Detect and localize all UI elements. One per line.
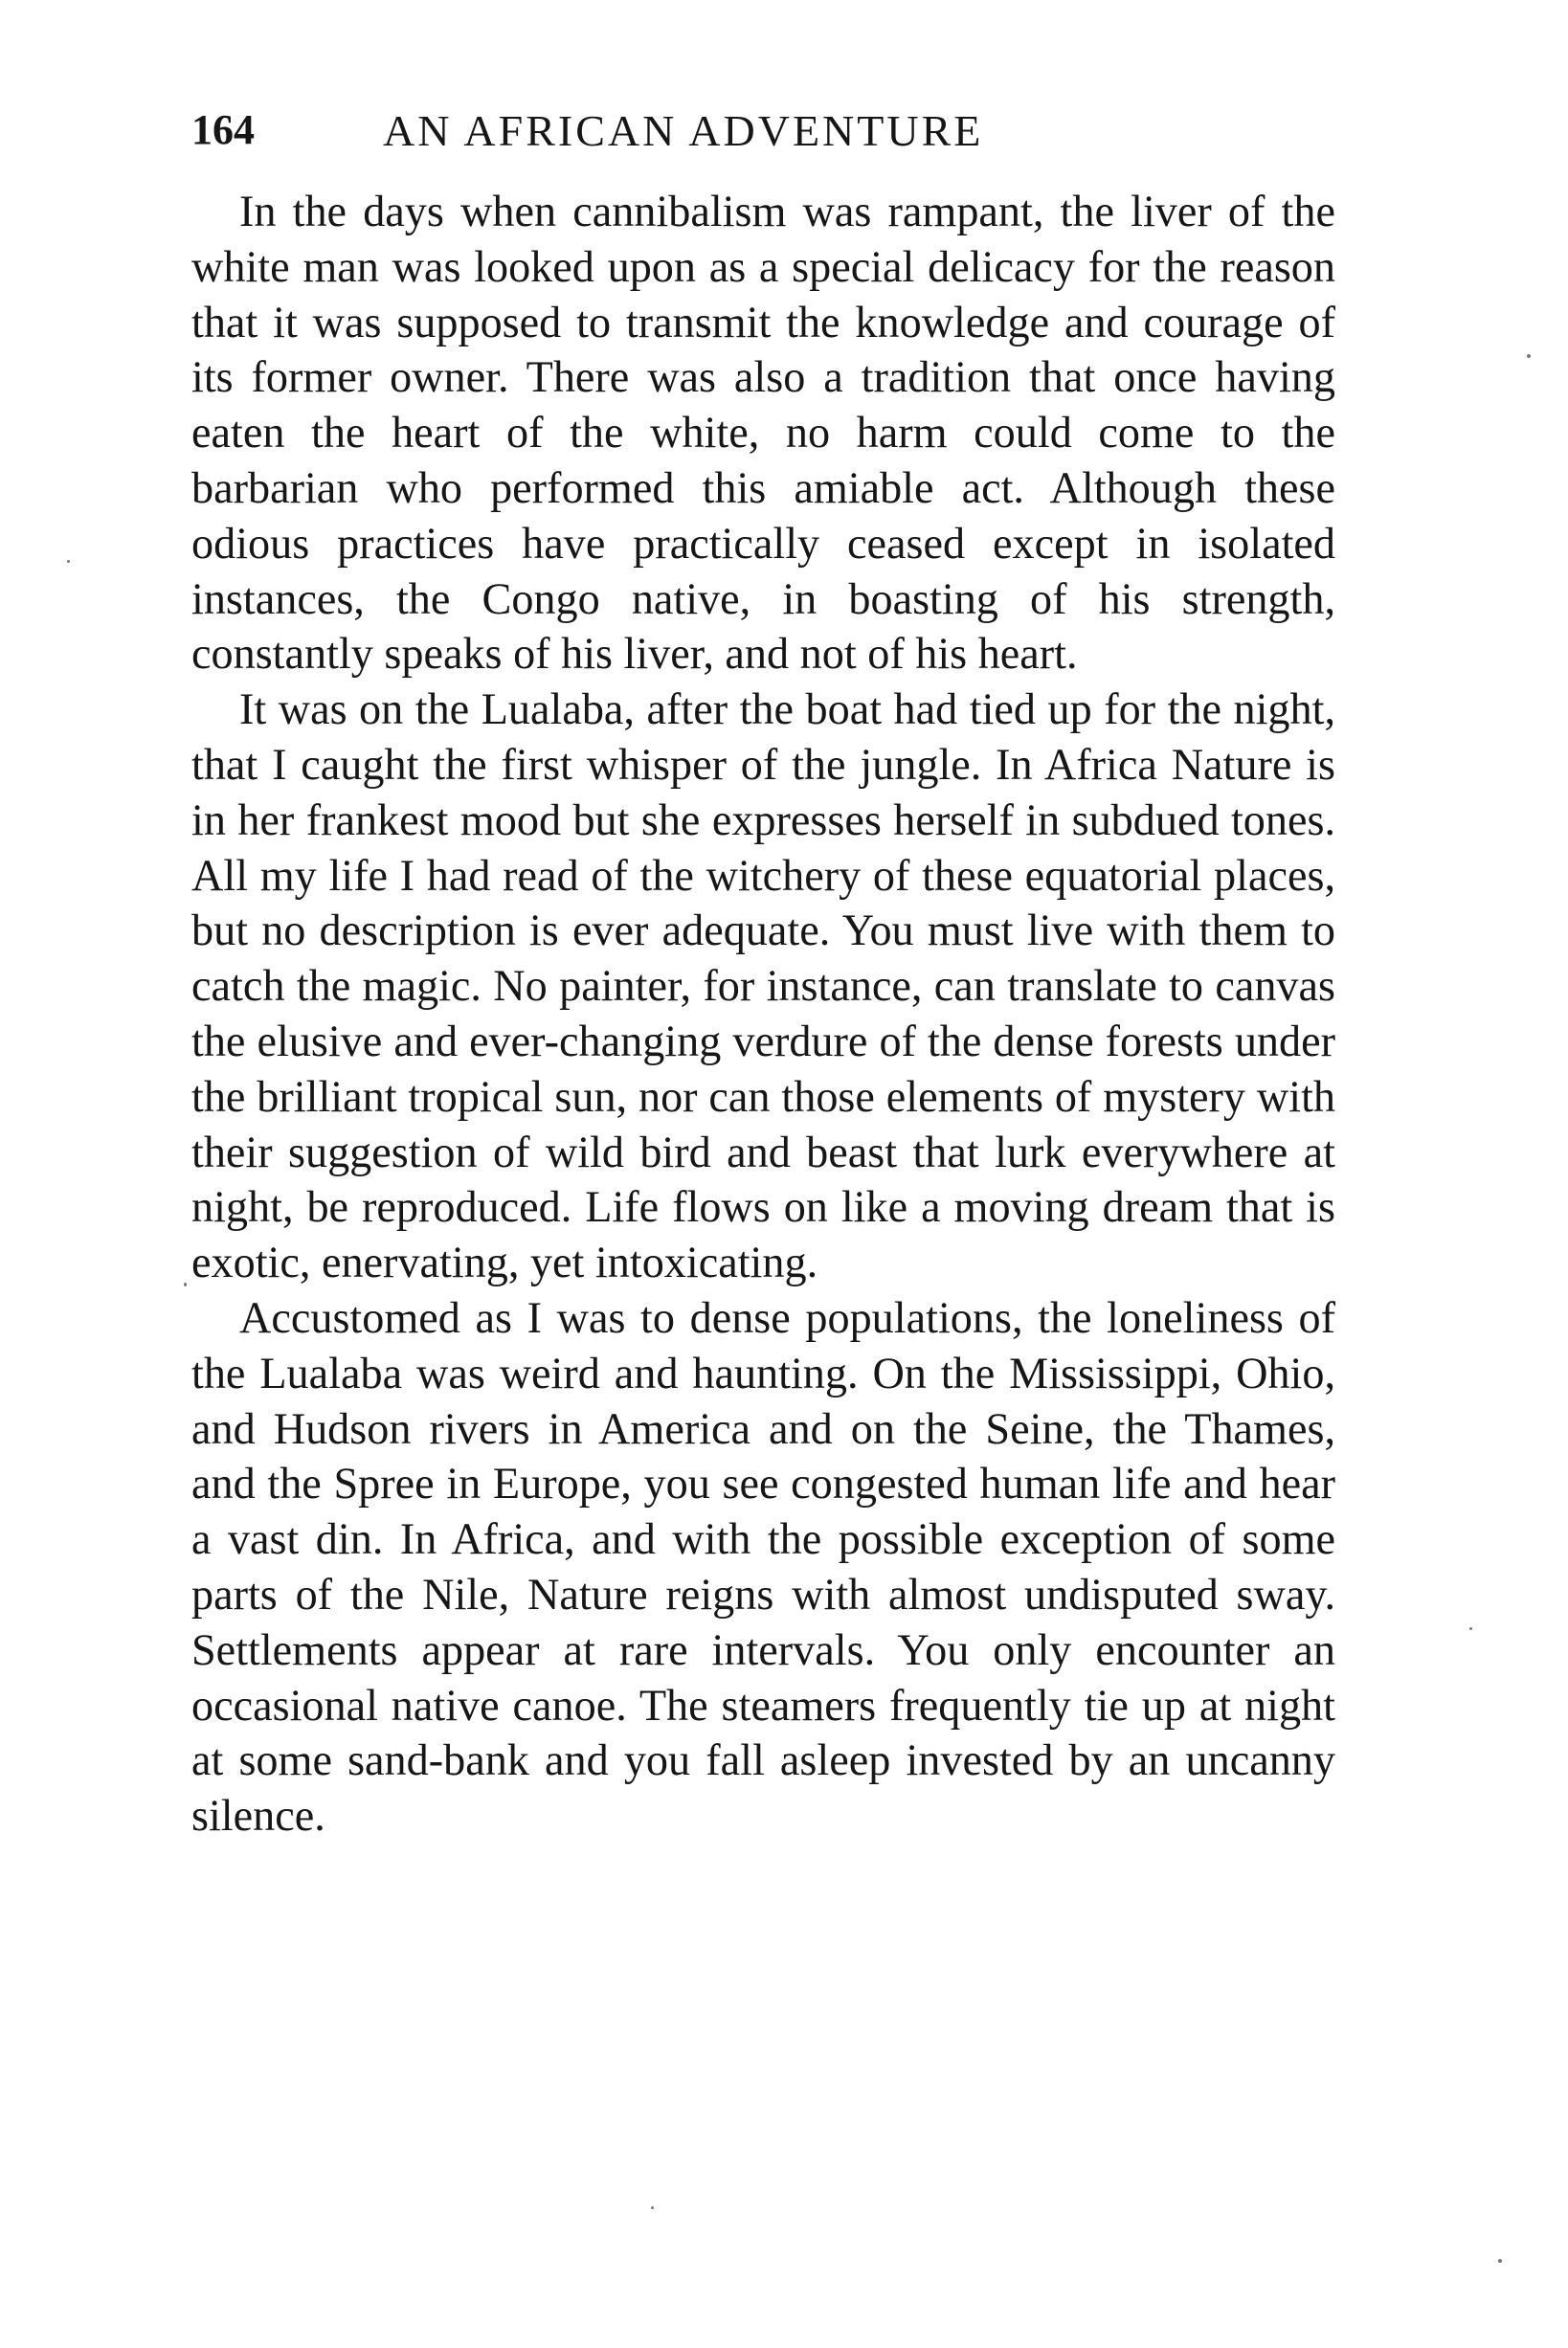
scan-speck xyxy=(1498,2259,1502,2263)
running-head xyxy=(191,96,1335,172)
book-title: AN AFRICAN ADVENTURE xyxy=(383,106,984,155)
paragraph-lualaba-jungle: It was on the Lualaba, after the boat had tied up for the night, that I caught the first whisper of the jungle. In Africa Nature is in her frankest mood but she expresses herself in subdued tones. All my life I had read of the witchery of these equatorial places, but no description is ever adequate. You must live with them to catch the magic. No painter, for instance, can translate to canvas the elusive and ever-changing verdure of the dense forests under the brilliant tropical sun, nor can those elements of mystery with their suggestion of wild bird and beast that lurk everywhere at night, be reproduced. Life flows on like a moving dream that is exotic, enervating, yet intoxicating. xyxy=(191,684,1335,1287)
scan-speck xyxy=(184,1283,187,1286)
scan-speck xyxy=(67,560,70,563)
page-content xyxy=(191,96,1335,1844)
paragraph-loneliness: Accustomed as I was to dense populations, the loneliness of the Lualaba was weird and haunting. On the Mississippi, Ohio, and Hudson rivers in America and on the Seine, the Thames, and the Spree in Europe, you see congested human life and hear a vast din. In Africa, and with the possible exception of some parts of the Nile, Nature reigns with almost undisputed sway. Settlements appear at rare intervals. You only encounter an occasional native canoe. The steamers frequently tie up at night at some sand-bank and you fall asleep invested by an uncanny silence. xyxy=(191,1292,1335,1841)
scan-speck xyxy=(651,2206,654,2209)
scan-speck xyxy=(1469,1627,1472,1630)
scan-speck xyxy=(1527,354,1531,358)
page-number: 164 xyxy=(191,106,255,153)
paragraph-cannibalism: In the days when cannibalism was rampant, the liver of the white man was looked upon as a special delicacy for the reason that it was supposed to transmit the knowledge and courage of its former owner. There was also a tradition that once having eaten the heart of the white, no harm could come to the barbarian who performed this amiable act. Although these odious practices have practically ceased except in isolated instances, the Congo native, in boasting of his strength, constantly speaks of his liver, and not of his heart. xyxy=(191,187,1335,679)
body-text xyxy=(191,184,1335,1844)
